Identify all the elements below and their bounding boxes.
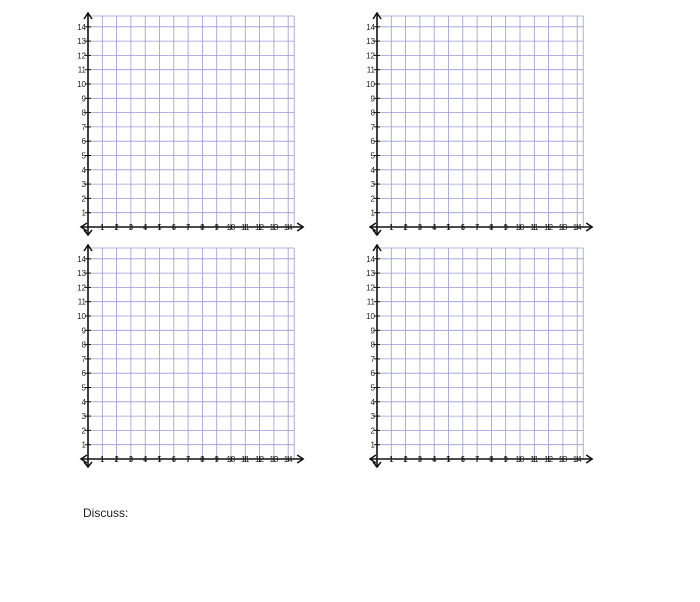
y-tick-label: 2 <box>81 194 86 204</box>
y-tick-label: 9 <box>370 94 375 104</box>
y-tick-label: 8 <box>81 108 86 118</box>
x-tick-label: 12 <box>255 223 265 232</box>
y-tick-label: 14 <box>366 22 375 32</box>
y-tick-label: 1 <box>81 440 86 450</box>
x-tick-label: 2 <box>403 223 408 232</box>
x-tick-label: 10 <box>226 223 236 232</box>
x-tick-label: 6 <box>460 223 466 232</box>
x-tick-label: 3 <box>417 223 423 232</box>
x-tick-label: 5 <box>446 455 451 464</box>
x-tick-label: 8 <box>489 455 494 464</box>
x-tick-label: 2 <box>403 455 408 464</box>
y-tick-label: 3 <box>81 180 86 190</box>
y-tick-label: 4 <box>370 165 375 175</box>
coordinate-grid-top-left <box>78 14 308 236</box>
x-tick-label: 10 <box>515 455 525 464</box>
x-tick-label: 12 <box>255 455 265 464</box>
x-tick-label: 7 <box>474 223 480 232</box>
x-tick-label: 3 <box>128 223 134 232</box>
y-tick-label: 10 <box>366 312 375 321</box>
x-tick-label: 12 <box>544 455 554 464</box>
x-tick-label: 7 <box>185 455 191 464</box>
x-tick-label: 2 <box>114 455 119 464</box>
x-tick-label: 10 <box>515 223 525 232</box>
x-tick-label: 7 <box>474 455 480 464</box>
y-tick-label: 10 <box>77 312 86 321</box>
y-tick-label: 3 <box>370 412 375 422</box>
x-tick-label: 9 <box>214 455 219 464</box>
y-tick-label: 12 <box>366 51 375 61</box>
y-tick-label: 8 <box>370 108 375 118</box>
x-tick-label: 14 <box>572 455 582 464</box>
y-tick-label: 14 <box>77 254 86 264</box>
y-tick-label: 7 <box>81 354 86 364</box>
y-tick-label: 4 <box>81 397 86 407</box>
coordinate-grid-bottom-right <box>367 246 597 468</box>
y-tick-label: 14 <box>366 254 375 264</box>
y-tick-label: 4 <box>370 397 375 407</box>
x-tick-label: 4 <box>142 223 148 232</box>
x-tick-label: 12 <box>544 223 554 232</box>
grid-svg <box>367 246 597 468</box>
y-tick-label: 12 <box>366 283 375 293</box>
y-tick-label: 2 <box>370 426 375 436</box>
y-tick-label: 12 <box>77 283 86 293</box>
grid-svg <box>367 14 597 236</box>
y-tick-label: 2 <box>81 426 86 436</box>
x-tick-label: 5 <box>157 223 162 232</box>
y-tick-label: 5 <box>81 383 86 393</box>
x-tick-label: 3 <box>417 455 423 464</box>
x-tick-label: 14 <box>283 223 293 232</box>
y-tick-label: 11 <box>77 65 86 75</box>
y-tick-label: 13 <box>77 37 86 47</box>
y-tick-label: 6 <box>81 137 86 147</box>
y-tick-label: 5 <box>370 383 375 393</box>
x-tick-label: 6 <box>460 455 466 464</box>
x-tick-label: 13 <box>269 455 279 464</box>
y-tick-label: 9 <box>81 94 86 104</box>
x-tick-label: 3 <box>128 455 134 464</box>
discuss-label: Discuss: <box>83 506 129 520</box>
y-tick-label: 6 <box>370 369 375 379</box>
y-tick-label: 7 <box>370 122 375 132</box>
x-tick-label: 4 <box>142 455 148 464</box>
y-tick-label: 11 <box>366 65 375 75</box>
x-tick-label: 8 <box>489 223 494 232</box>
y-tick-label: 12 <box>77 51 86 61</box>
x-tick-label: 4 <box>431 223 437 232</box>
y-tick-label: 6 <box>370 137 375 147</box>
x-tick-label: 9 <box>503 455 508 464</box>
y-tick-label: 7 <box>81 122 86 132</box>
x-tick-label: 11 <box>530 455 539 464</box>
y-tick-label: 8 <box>370 340 375 350</box>
x-tick-label: 8 <box>200 223 205 232</box>
y-tick-label: 13 <box>77 269 86 279</box>
x-tick-label: 1 <box>389 455 394 464</box>
x-tick-label: 5 <box>446 223 451 232</box>
x-tick-label: 6 <box>171 455 177 464</box>
y-tick-label: 14 <box>77 22 86 32</box>
y-tick-label: 1 <box>81 208 86 218</box>
coordinate-grid-bottom-left <box>78 246 308 468</box>
x-tick-label: 6 <box>171 223 177 232</box>
x-tick-label: 10 <box>226 455 236 464</box>
x-tick-label: 11 <box>241 223 250 232</box>
y-tick-label: 1 <box>370 440 375 450</box>
x-tick-label: 14 <box>283 455 293 464</box>
x-tick-label: 11 <box>530 223 539 232</box>
y-tick-label: 13 <box>366 37 375 47</box>
x-tick-label: 11 <box>241 455 250 464</box>
x-tick-label: 1 <box>389 223 394 232</box>
x-tick-label: 9 <box>214 223 219 232</box>
y-tick-label: 2 <box>370 194 375 204</box>
y-tick-label: 3 <box>370 180 375 190</box>
y-tick-label: 10 <box>77 80 86 89</box>
x-tick-label: 1 <box>100 223 105 232</box>
y-tick-label: 1 <box>370 208 375 218</box>
x-tick-label: 4 <box>431 455 437 464</box>
y-tick-label: 3 <box>81 412 86 422</box>
y-tick-label: 4 <box>81 165 86 175</box>
grid-svg <box>78 246 308 468</box>
y-tick-label: 7 <box>370 354 375 364</box>
y-tick-label: 11 <box>366 297 375 307</box>
x-tick-label: 8 <box>200 455 205 464</box>
x-tick-label: 13 <box>269 223 279 232</box>
coordinate-grid-top-right <box>367 14 597 236</box>
x-tick-label: 1 <box>100 455 105 464</box>
x-tick-label: 9 <box>503 223 508 232</box>
y-tick-label: 10 <box>366 80 375 89</box>
y-tick-label: 9 <box>81 326 86 336</box>
x-tick-label: 14 <box>572 223 582 232</box>
x-tick-label: 7 <box>185 223 191 232</box>
x-tick-label: 13 <box>558 223 568 232</box>
y-tick-label: 8 <box>81 340 86 350</box>
y-tick-label: 9 <box>370 326 375 336</box>
x-tick-label: 2 <box>114 223 119 232</box>
y-tick-label: 11 <box>77 297 86 307</box>
grid-svg <box>78 14 308 236</box>
y-tick-label: 5 <box>81 151 86 161</box>
x-tick-label: 13 <box>558 455 568 464</box>
y-tick-label: 6 <box>81 369 86 379</box>
y-tick-label: 5 <box>370 151 375 161</box>
y-tick-label: 13 <box>366 269 375 279</box>
x-tick-label: 5 <box>157 455 162 464</box>
